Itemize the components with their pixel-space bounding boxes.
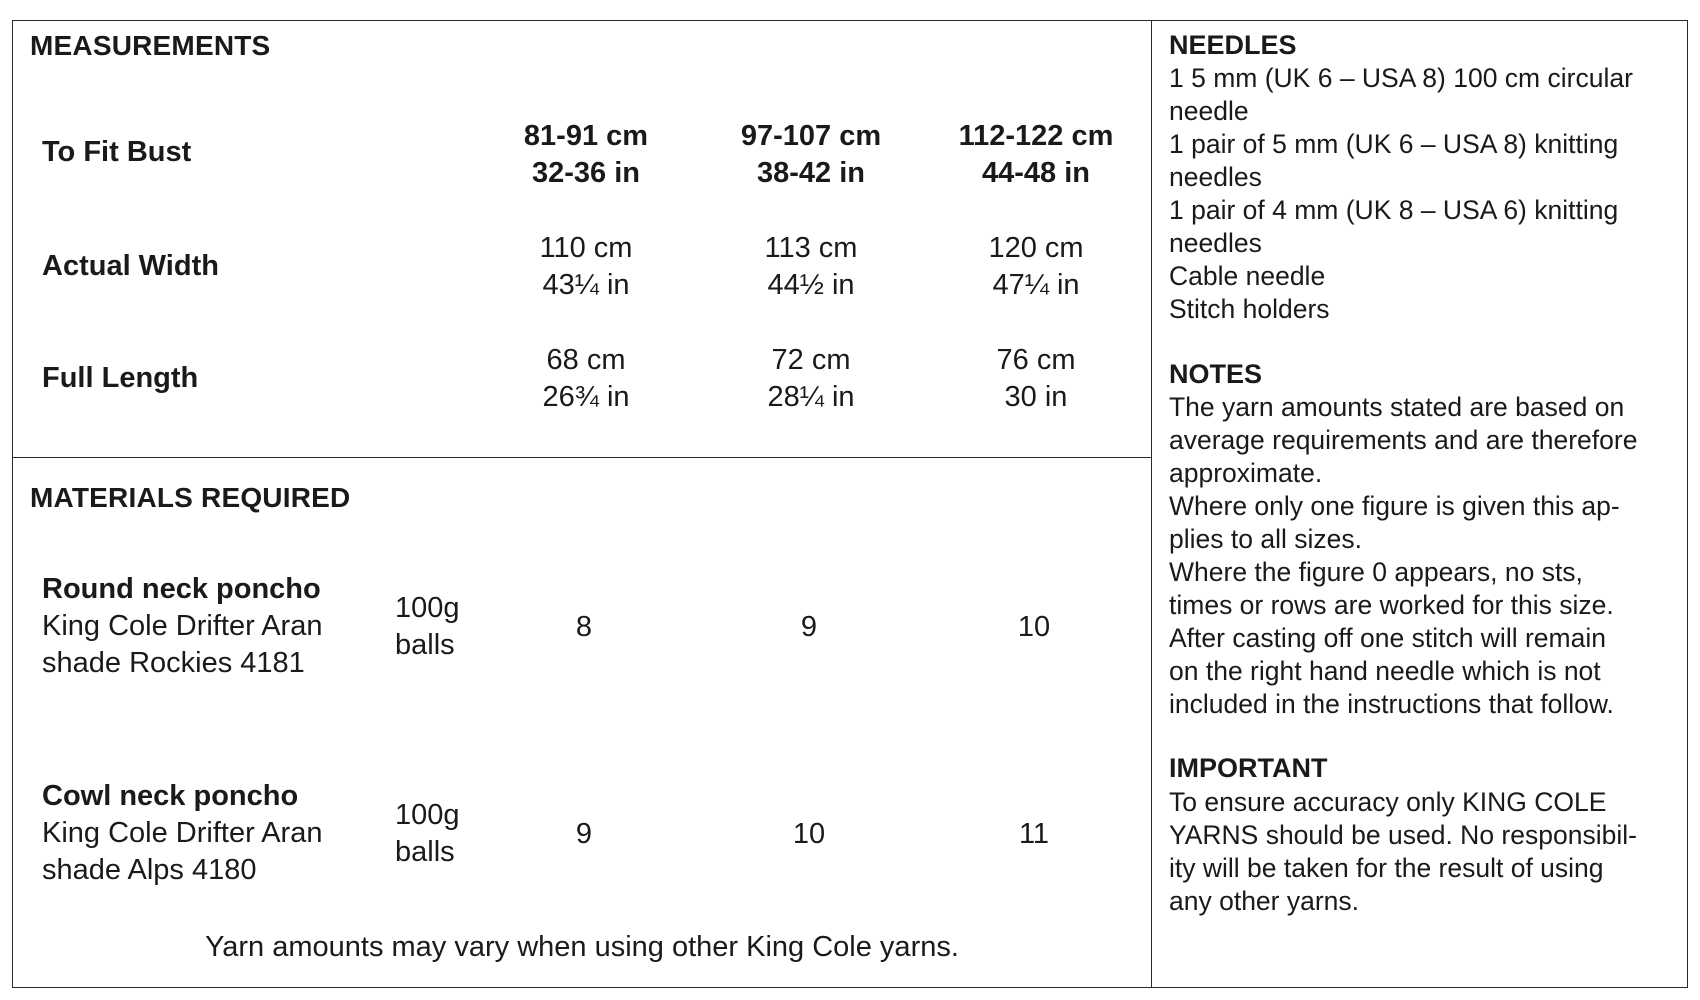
material-round-neck xyxy=(42,571,322,682)
qty-cowl-size-2: 10 xyxy=(792,818,826,850)
bust-size-1: 81-91 cm 32-36 in xyxy=(523,120,649,189)
important-text: To ensure accuracy only KING COLE YARNS should be used. No responsibil- ity will be taken for the result of using any other yarns. xyxy=(1169,787,1637,916)
needles-heading: NEEDLES xyxy=(1169,30,1297,60)
materials-heading: MATERIALS REQUIRED xyxy=(30,482,351,513)
qty-round-size-1: 8 xyxy=(575,611,593,643)
material-yarn: King Cole Drifter Aran xyxy=(42,610,323,642)
row-label-to-fit-bust: To Fit Bust xyxy=(42,136,192,168)
needles-list: 1 5 mm (UK 6 – USA 8) 100 cm circular needle 1 pair of 5 mm (UK 6 – USA 8) knitting needles 1 pair of 4 mm (UK 8 – USA 6) knitting needles Cable needle Stitch holders xyxy=(1169,63,1633,324)
width-size-2: 113 cm 44½ in xyxy=(764,232,858,301)
qty-cowl-size-1: 9 xyxy=(575,818,593,850)
yarn-variation-note: Yarn amounts may vary when using other King Cole yarns. xyxy=(205,931,959,963)
material-yarn: King Cole Drifter Aran xyxy=(42,817,323,849)
material-shade: shade Rockies 4181 xyxy=(42,647,305,679)
section-divider xyxy=(12,457,1152,458)
length-size-2: 72 cm 28¼ in xyxy=(767,344,855,413)
material-cowl-neck xyxy=(42,778,322,889)
bust-size-2: 97-107 cm 38-42 in xyxy=(740,120,882,189)
material-name: Cowl neck poncho xyxy=(42,780,299,812)
row-label-full-length: Full Length xyxy=(42,362,199,394)
material-name: Round neck poncho xyxy=(42,573,321,605)
bust-size-3: 112-122 cm 44-48 in xyxy=(958,120,1114,189)
material-unit: 100g balls xyxy=(395,799,460,868)
qty-cowl-size-3: 11 xyxy=(1018,818,1050,850)
notes-heading: NOTES xyxy=(1169,359,1263,389)
material-shade: shade Alps 4180 xyxy=(42,854,257,886)
width-size-3: 120 cm 47¼ in xyxy=(988,232,1084,301)
important-heading: IMPORTANT xyxy=(1169,753,1328,783)
notes-text: The yarn amounts stated are based on average requirements and are therefore approximate. Where only one figure is given this ap- plies to all sizes. Where the figure 0 appears, no sts, times or rows are worked for this size. After casting off one stitch will remain on the right hand needle which is not included in the instructions that follow. xyxy=(1169,392,1638,719)
qty-round-size-2: 9 xyxy=(800,611,818,643)
length-size-3: 76 cm 30 in xyxy=(996,344,1076,413)
material-unit: 100g balls xyxy=(395,592,460,661)
width-size-1: 110 cm 43¼ in xyxy=(539,232,633,301)
row-label-actual-width: Actual Width xyxy=(42,250,219,282)
qty-round-size-3: 10 xyxy=(1017,611,1051,643)
measurements-heading: MEASUREMENTS xyxy=(30,30,271,61)
length-size-1: 68 cm 26¾ in xyxy=(542,344,630,413)
